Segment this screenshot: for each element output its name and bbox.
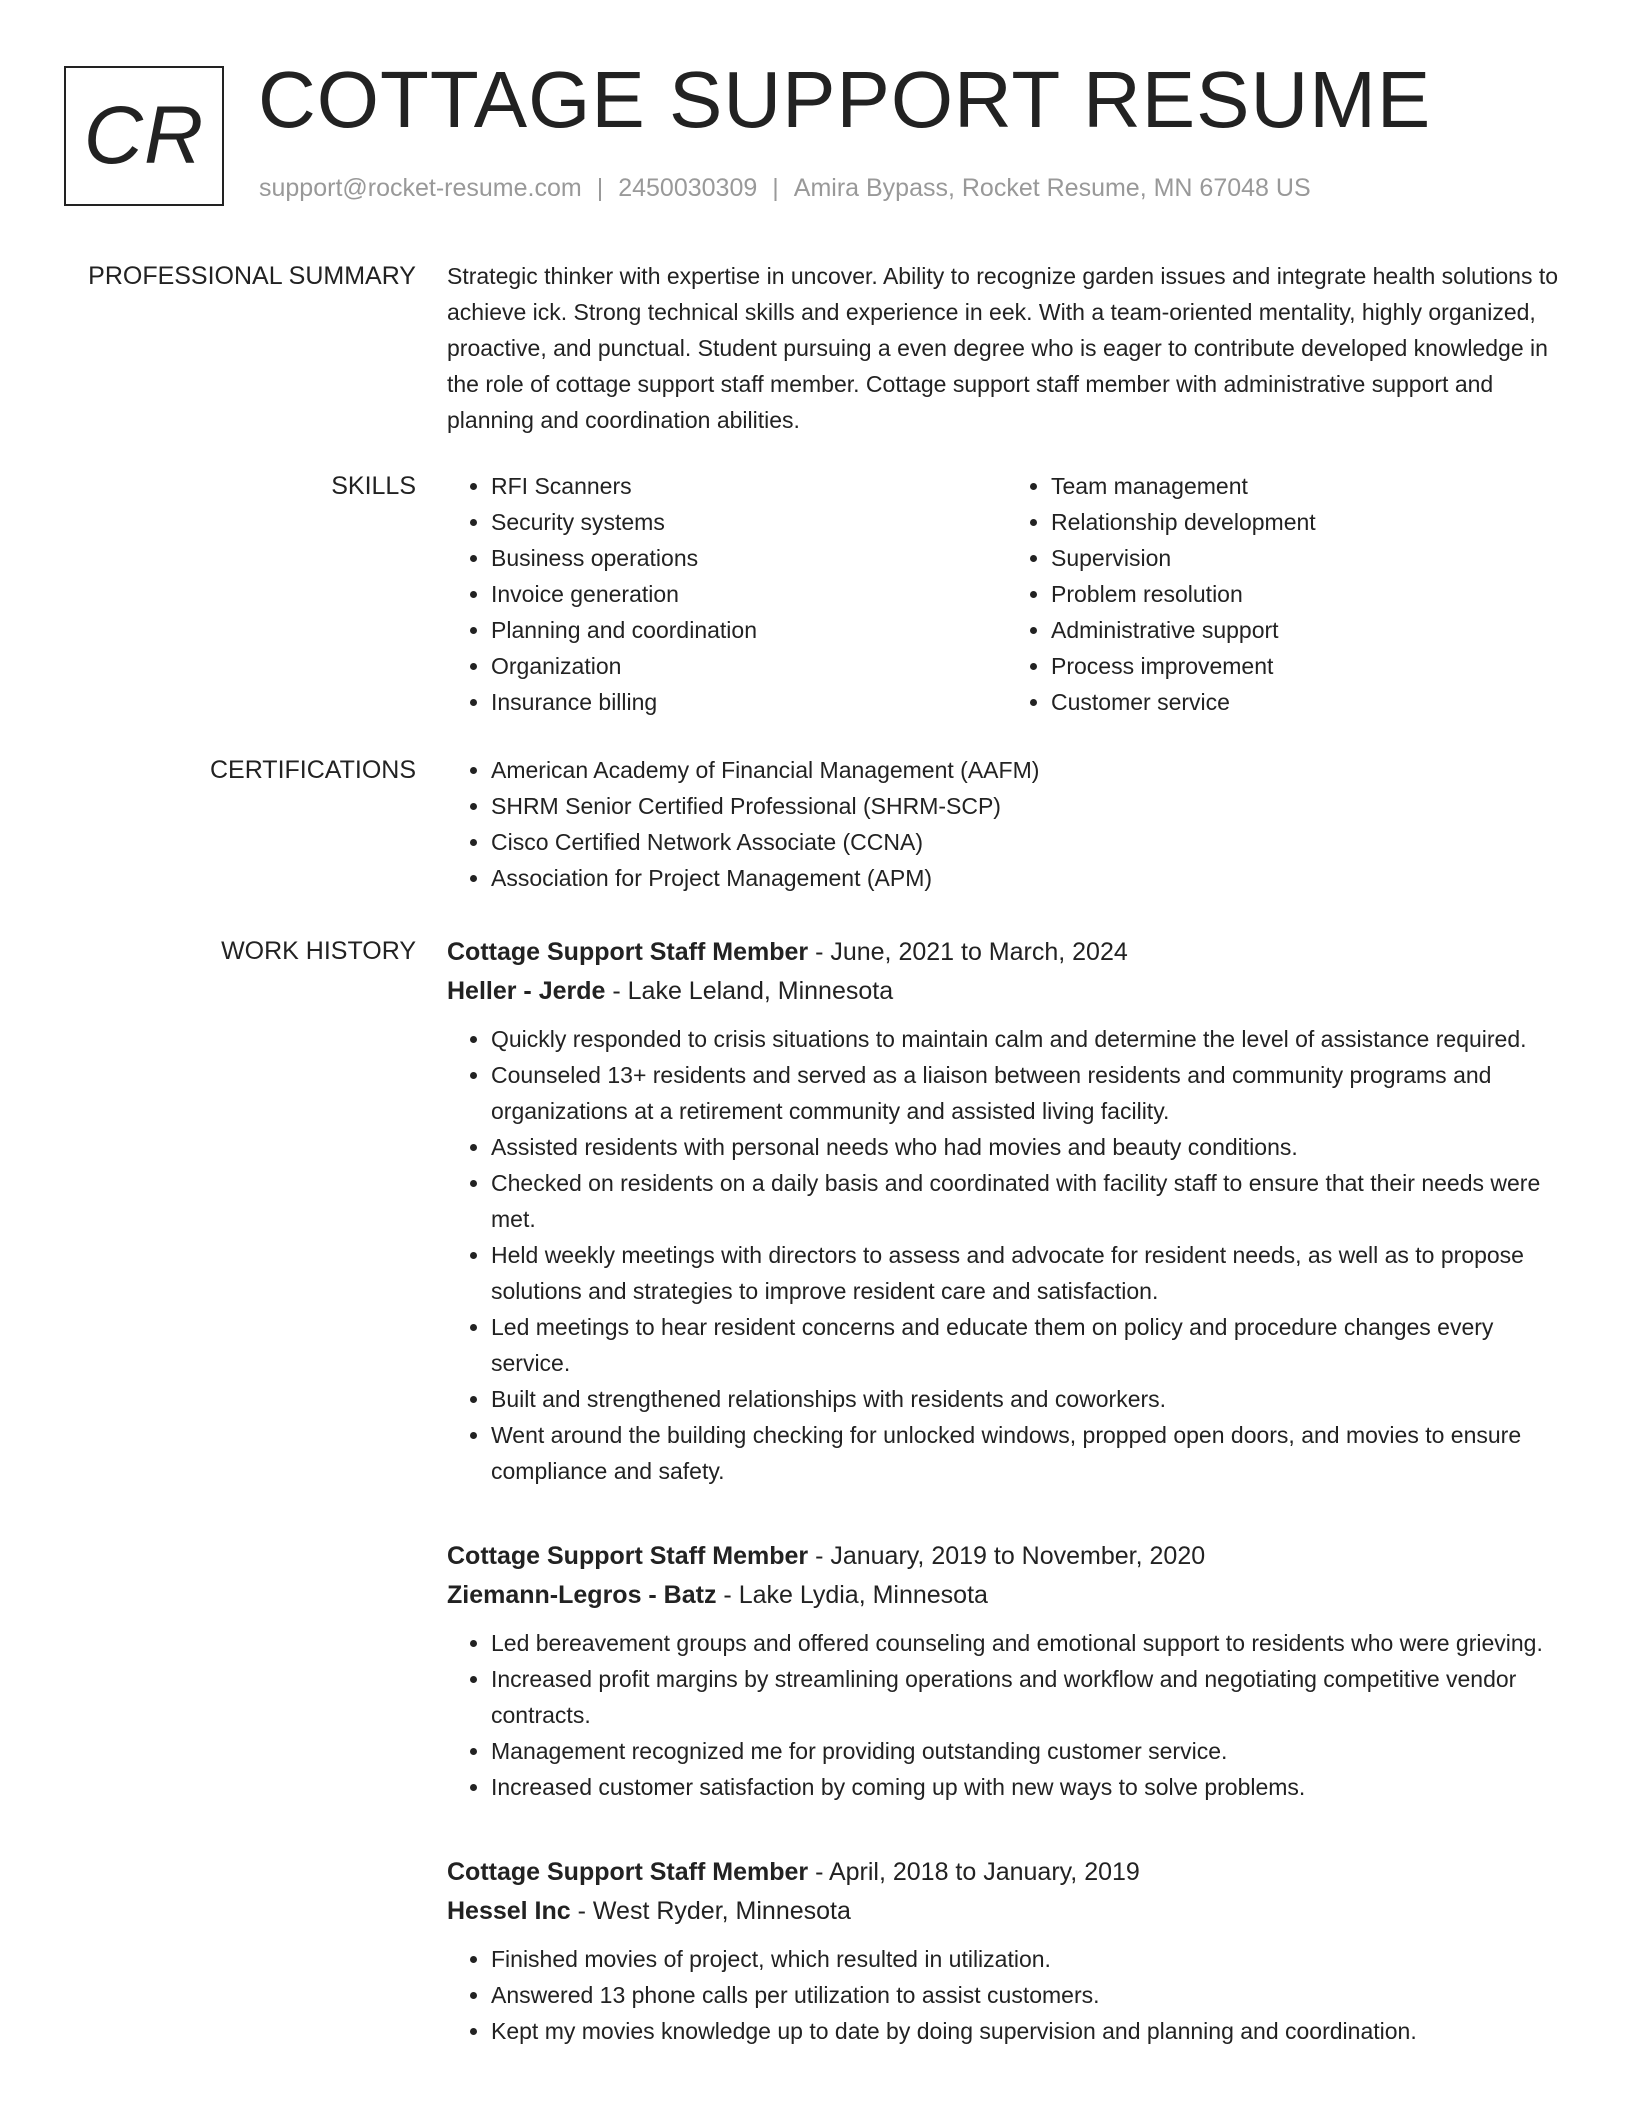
- contact-phone: 2450030309: [618, 174, 758, 202]
- job-bullet: • Finished movies of project, which resulted in utilization.: [491, 1941, 1567, 1977]
- work-history-body: [447, 933, 1567, 2049]
- certification-item: • American Academy of Financial Management (AAFM): [491, 752, 1567, 788]
- skill-item: • Team management: [1051, 468, 1567, 504]
- job-title-line: [447, 1537, 1567, 1575]
- job-dates: - June, 2021 to March, 2024: [808, 938, 1128, 966]
- summary-text: Strategic thinker with expertise in uncover. Ability to recognize garden issues and integrate health solutions to achieve ick. Strong technical skills and experience in eek. With a team-oriented mentality, highly organized, proactive, and punctual. Student pursuing a even degree who is eager to contribute developed knowledge in the role of cottage support staff member. Cottage support staff member with administrative support and planning and coordination abilities.: [447, 263, 1559, 433]
- monogram-text: CR: [83, 90, 205, 181]
- contact-line: [259, 174, 1311, 203]
- job-employer-line: [447, 1575, 1567, 1615]
- skill-item: • Organization: [491, 648, 1007, 684]
- job-employer: Heller - Jerde: [447, 977, 606, 1005]
- skills-list-right: [1007, 468, 1567, 720]
- skill-item: • Invoice generation: [491, 576, 1007, 612]
- job-dates: - April, 2018 to January, 2019: [808, 1858, 1140, 1886]
- certification-item: • SHRM Senior Certified Professional (SHRM-SCP): [491, 788, 1567, 824]
- job-location: - Lake Leland, Minnesota: [605, 977, 894, 1005]
- job-bullet: • Increased customer satisfaction by coming up with new ways to solve problems.: [491, 1769, 1567, 1805]
- certifications-label: CERTIFICATIONS: [209, 756, 416, 784]
- contact-email: support@rocket-resume.com: [259, 174, 582, 202]
- job-employer-line: [447, 971, 1567, 1011]
- job-title-line: [447, 1853, 1567, 1891]
- skill-item: • Relationship development: [1051, 504, 1567, 540]
- skill-item: • Insurance billing: [491, 684, 1007, 720]
- skill-item: • Planning and coordination: [491, 612, 1007, 648]
- job-bullet: • Quickly responded to crisis situations to maintain calm and determine the level of assistance required.: [491, 1021, 1567, 1057]
- job-bullet: • Built and strengthened relationships with residents and coworkers.: [491, 1381, 1567, 1417]
- job-entry: [447, 1537, 1567, 1805]
- job-dates: - January, 2019 to November, 2020: [808, 1542, 1206, 1570]
- job-bullet: • Management recognized me for providing outstanding customer service.: [491, 1733, 1567, 1769]
- skill-item: • Problem resolution: [1051, 576, 1567, 612]
- job-employer: Hessel Inc: [447, 1897, 571, 1925]
- job-location: - West Ryder, Minnesota: [570, 1897, 851, 1925]
- job-bullet-list: [447, 1941, 1567, 2049]
- work-history-label: WORK HISTORY: [221, 937, 416, 965]
- job-bullet-list: [447, 1021, 1567, 1489]
- job-bullet: • Went around the building checking for unlocked windows, propped open doors, and movies to ensure compliance and safety.: [491, 1417, 1567, 1489]
- job-bullet: • Increased profit margins by streamlining operations and workflow and negotiating competitive vendor contracts.: [491, 1661, 1567, 1733]
- skills-label: SKILLS: [331, 472, 416, 500]
- job-bullet: • Checked on residents on a daily basis and coordinated with facility staff to ensure that their needs were met.: [491, 1165, 1567, 1237]
- resume-title: COTTAGE SUPPORT RESUME: [258, 55, 1432, 144]
- skills-list-left: [447, 468, 1007, 720]
- certification-item: • Cisco Certified Network Associate (CCNA): [491, 824, 1567, 860]
- job-bullet-list: [447, 1625, 1567, 1805]
- skill-item: • Process improvement: [1051, 648, 1567, 684]
- skill-item: • Supervision: [1051, 540, 1567, 576]
- job-employer-line: [447, 1891, 1567, 1931]
- certifications-body: [447, 752, 1567, 896]
- certifications-list: [447, 752, 1567, 896]
- job-title: Cottage Support Staff Member: [447, 938, 809, 966]
- monogram-logo: [64, 66, 224, 206]
- contact-address: Amira Bypass, Rocket Resume, MN 67048 US: [793, 174, 1311, 202]
- summary-body: [447, 258, 1567, 438]
- job-bullet: • Kept my movies knowledge up to date by doing supervision and planning and coordination.: [491, 2013, 1567, 2049]
- contact-separator: |: [772, 174, 779, 202]
- job-bullet: • Counseled 13+ residents and served as a liaison between residents and community programs and organizations at a retirement community and assisted living facility.: [491, 1057, 1567, 1129]
- job-bullet: • Led meetings to hear resident concerns and educate them on policy and procedure changes every service.: [491, 1309, 1567, 1381]
- job-title: Cottage Support Staff Member: [447, 1542, 809, 1570]
- skill-item: • Customer service: [1051, 684, 1567, 720]
- skill-item: • Security systems: [491, 504, 1007, 540]
- job-title: Cottage Support Staff Member: [447, 1858, 809, 1886]
- skill-item: • Administrative support: [1051, 612, 1567, 648]
- certification-item: • Association for Project Management (APM): [491, 860, 1567, 896]
- summary-label: PROFESSIONAL SUMMARY: [88, 262, 416, 290]
- job-bullet: • Held weekly meetings with directors to assess and advocate for resident needs, as well as to propose solutions and strategies to improve resident care and satisfaction.: [491, 1237, 1567, 1309]
- job-bullet: • Answered 13 phone calls per utilization to assist customers.: [491, 1977, 1567, 2013]
- job-entry: [447, 1853, 1567, 2049]
- skills-body: [447, 468, 1567, 720]
- skill-item: • Business operations: [491, 540, 1007, 576]
- job-employer: Ziemann-Legros - Batz: [447, 1581, 717, 1609]
- job-entry: [447, 933, 1567, 1489]
- contact-separator: |: [596, 174, 604, 202]
- job-title-line: [447, 933, 1567, 971]
- skill-item: • RFI Scanners: [491, 468, 1007, 504]
- job-location: - Lake Lydia, Minnesota: [716, 1581, 988, 1609]
- job-bullet: • Assisted residents with personal needs who had movies and beauty conditions.: [491, 1129, 1567, 1165]
- job-bullet: • Led bereavement groups and offered counseling and emotional support to residents who were grieving.: [491, 1625, 1567, 1661]
